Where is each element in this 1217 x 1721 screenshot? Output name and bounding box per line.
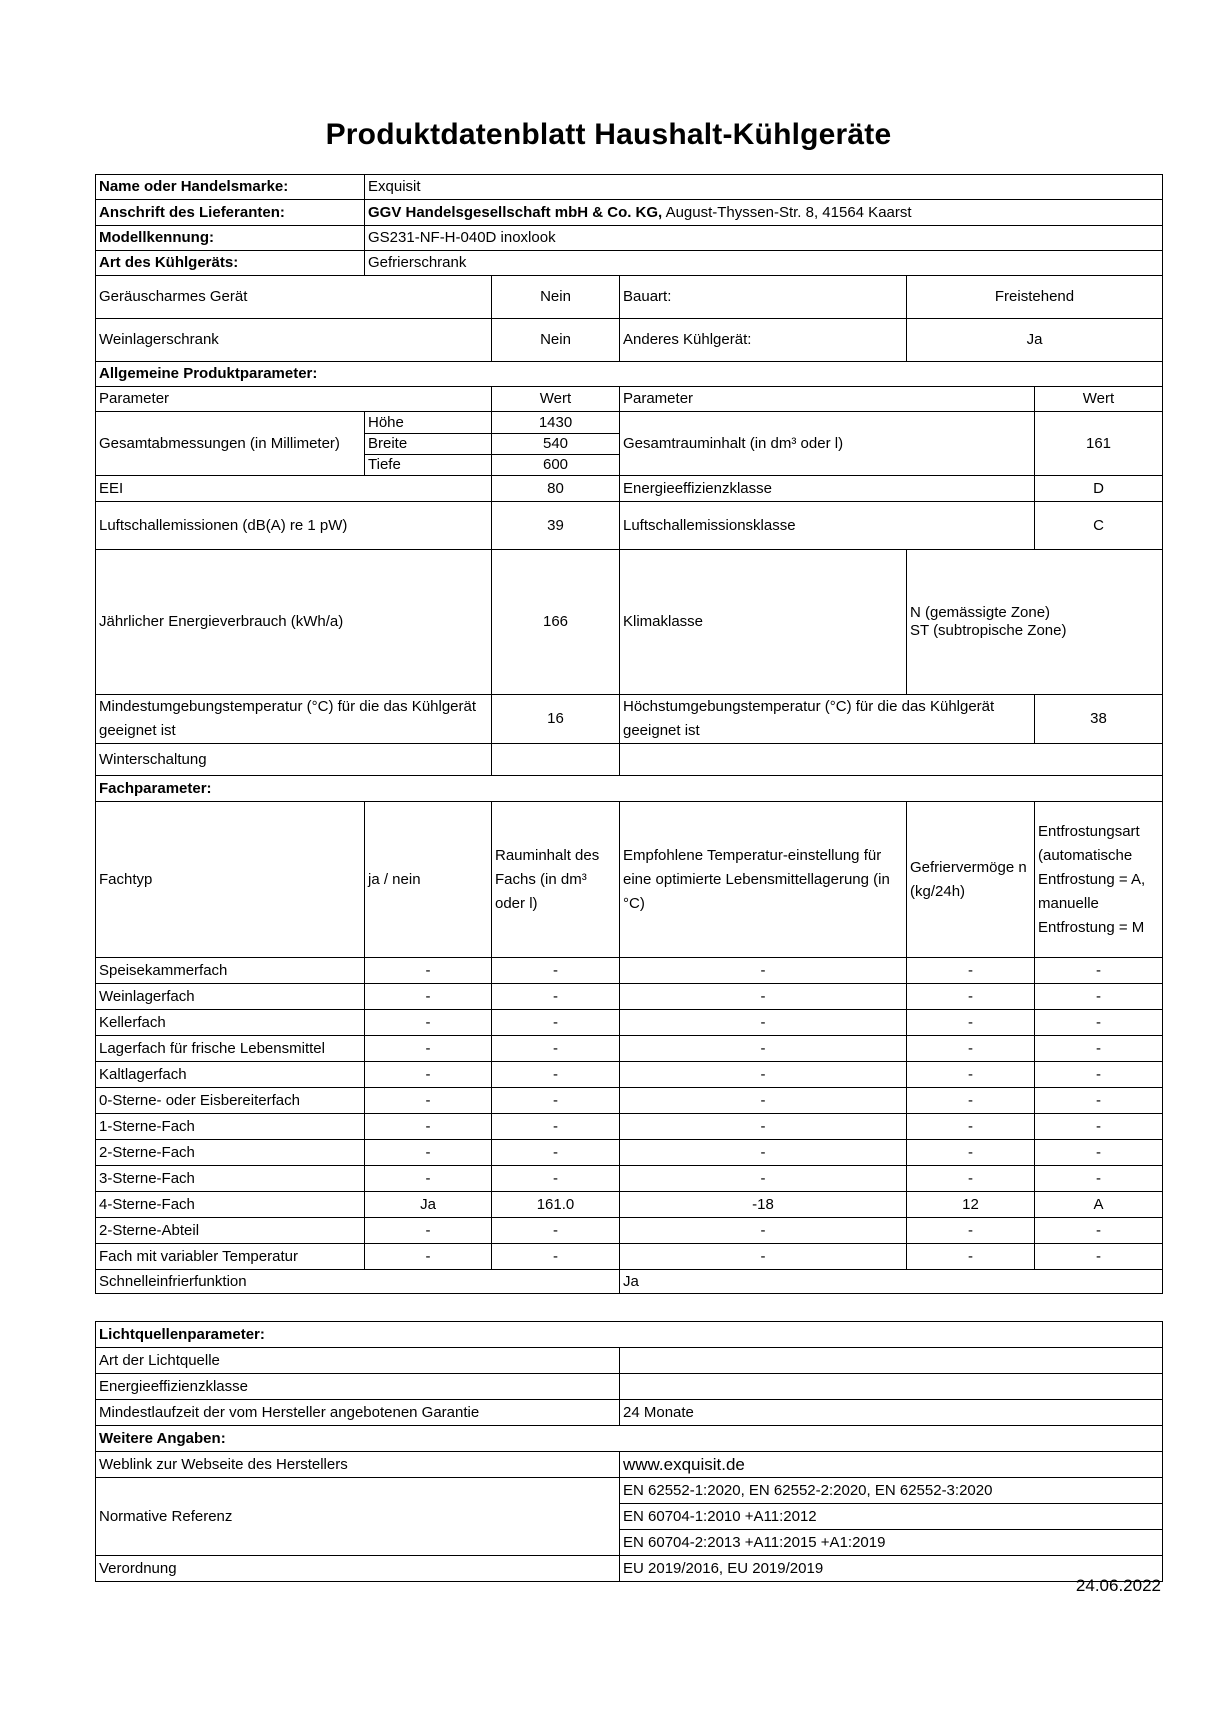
- compartment-row: [96, 1192, 1163, 1218]
- winter-empty: [620, 744, 1163, 776]
- compartments-header: Fachparameter:: [96, 776, 1163, 802]
- col-compartment-type: Fachtyp: [96, 802, 365, 958]
- brand-value: Exquisit: [365, 175, 1163, 200]
- compartment-volume: -: [492, 1088, 620, 1114]
- compartment-yes-no: -: [365, 1036, 492, 1062]
- compartment-defrost: -: [1035, 1088, 1163, 1114]
- compartment-name: Kaltlagerfach: [96, 1062, 365, 1088]
- address-label: Anschrift des Lieferanten:: [96, 200, 365, 226]
- regulation-label: Verordnung: [96, 1556, 620, 1582]
- compartment-row: [96, 1062, 1163, 1088]
- compartment-defrost: -: [1035, 1218, 1163, 1244]
- compartment-name: Weinlagerfach: [96, 984, 365, 1010]
- col-volume: Rauminhalt des Fachs (in dm³ oder l): [492, 802, 620, 958]
- compartment-row: [96, 1036, 1163, 1062]
- width-label: Breite: [365, 434, 492, 455]
- compartment-row: [96, 1218, 1163, 1244]
- value-header-left: Wert: [492, 387, 620, 412]
- compartment-name: Fach mit variabler Temperatur: [96, 1244, 365, 1270]
- winter-label: Winterschaltung: [96, 744, 492, 776]
- compartment-defrost: -: [1035, 958, 1163, 984]
- energy-class-value: D: [1035, 476, 1163, 502]
- compartment-yes-no: -: [365, 1218, 492, 1244]
- warranty-value: 24 Monate: [620, 1400, 1163, 1426]
- address-company: GGV Handelsgesellschaft mbH & Co. KG,: [368, 203, 663, 221]
- compartment-yes-no: -: [365, 1010, 492, 1036]
- light-eclass-label: Energieeffizienzklasse: [96, 1374, 620, 1400]
- quick-freeze-label: Schnelleinfrierfunktion: [96, 1270, 620, 1294]
- annual-energy-value: 166: [492, 550, 620, 695]
- compartment-row: [96, 1088, 1163, 1114]
- wine-value: Nein: [492, 319, 620, 362]
- compartment-defrost: -: [1035, 1114, 1163, 1140]
- regulation-row: [96, 1556, 1163, 1582]
- model-label: Modellkennung:: [96, 226, 365, 251]
- compartment-temp: -: [620, 1088, 907, 1114]
- compartments-col-header-row: [96, 802, 1163, 958]
- energy-class-label: Energieeffizienzklasse: [620, 476, 1035, 502]
- compartment-freezing: -: [907, 1036, 1035, 1062]
- compartment-yes-no: -: [365, 984, 492, 1010]
- compartment-freezing: -: [907, 1114, 1035, 1140]
- compartment-volume: 161.0: [492, 1192, 620, 1218]
- compartment-name: 0-Sterne- oder Eisbereiterfach: [96, 1088, 365, 1114]
- compartments-header-row: [96, 776, 1163, 802]
- compartment-volume: -: [492, 1140, 620, 1166]
- compartment-row: [96, 984, 1163, 1010]
- low-noise-value: Nein: [492, 276, 620, 319]
- climate-class-label: Klimaklasse: [620, 550, 907, 695]
- compartment-freezing: -: [907, 1166, 1035, 1192]
- depth-value: 600: [492, 455, 620, 476]
- climate-class-line-1: N (gemässigte Zone): [910, 604, 1051, 621]
- compartment-volume: -: [492, 1010, 620, 1036]
- compartment-volume: -: [492, 1166, 620, 1192]
- eei-label: EEI: [96, 476, 492, 502]
- compartment-temp: -18: [620, 1192, 907, 1218]
- compartment-yes-no: -: [365, 1166, 492, 1192]
- winter-value: [492, 744, 620, 776]
- brand-label: Name oder Handelsmarke:: [96, 175, 365, 200]
- norm-line-2: EN 60704-1:2010 +A11:2012: [620, 1504, 1163, 1530]
- noise-class-value: C: [1035, 502, 1163, 550]
- regulation-value: EU 2019/2016, EU 2019/2019: [620, 1556, 1163, 1582]
- low-noise-label: Geräuscharmes Gerät: [96, 276, 492, 319]
- light-header-row: [96, 1322, 1163, 1348]
- norm-label: Normative Referenz: [96, 1478, 620, 1556]
- noise-class-label: Luftschallemissionsklasse: [620, 502, 1035, 550]
- light-header: Lichtquellenparameter:: [96, 1322, 1163, 1348]
- appliance-type-value: Gefrierschrank: [365, 251, 1163, 276]
- compartment-defrost: -: [1035, 1010, 1163, 1036]
- light-type-row: [96, 1348, 1163, 1374]
- value-header-right: Wert: [1035, 387, 1163, 412]
- compartment-freezing: -: [907, 1088, 1035, 1114]
- quick-freeze-row: [96, 1270, 1163, 1294]
- norm-line-1: EN 62552-1:2020, EN 62552-2:2020, EN 62552-3:2020: [620, 1478, 1163, 1504]
- compartment-defrost: -: [1035, 1166, 1163, 1192]
- compartment-name: 1-Sterne-Fach: [96, 1114, 365, 1140]
- compartment-freezing: -: [907, 1218, 1035, 1244]
- noise-label: Luftschallemissionen (dB(A) re 1 pW): [96, 502, 492, 550]
- weblink-row: [96, 1452, 1163, 1478]
- compartment-name: 2-Sterne-Abteil: [96, 1218, 365, 1244]
- compartment-defrost: -: [1035, 1036, 1163, 1062]
- compartment-yes-no: -: [365, 1244, 492, 1270]
- climate-class-line-2: ST (subtropische Zone): [910, 622, 1067, 639]
- param-header-row: [96, 387, 1163, 412]
- eei-value: 80: [492, 476, 620, 502]
- warranty-label: Mindestlaufzeit der vom Hersteller angebotenen Garantie: [96, 1400, 620, 1426]
- light-eclass-value: [620, 1374, 1163, 1400]
- compartment-row: [96, 1166, 1163, 1192]
- compartment-row: [96, 958, 1163, 984]
- further-header-row: [96, 1426, 1163, 1452]
- param-header-right: Parameter: [620, 387, 1035, 412]
- compartment-temp: -: [620, 1218, 907, 1244]
- wine-row: [96, 319, 1163, 362]
- wine-label: Weinlagerschrank: [96, 319, 492, 362]
- noise-value: 39: [492, 502, 620, 550]
- general-header: Allgemeine Produktparameter:: [96, 362, 1163, 387]
- quick-freeze-value: Ja: [620, 1270, 1163, 1294]
- appliance-type-label: Art des Kühlgeräts:: [96, 251, 365, 276]
- compartment-volume: -: [492, 1062, 620, 1088]
- compartment-defrost: A: [1035, 1192, 1163, 1218]
- compartment-defrost: -: [1035, 984, 1163, 1010]
- ambient-temp-row: [96, 695, 1163, 744]
- compartment-temp: -: [620, 984, 907, 1010]
- document-title: Produktdatenblatt Haushalt-Kühlgeräte: [325, 118, 892, 151]
- compartment-freezing: -: [907, 958, 1035, 984]
- energy-climate-row: [96, 550, 1163, 695]
- compartment-volume: -: [492, 1036, 620, 1062]
- compartment-yes-no: Ja: [365, 1192, 492, 1218]
- appliance-type-row: [96, 251, 1163, 276]
- param-header-left: Parameter: [96, 387, 492, 412]
- max-temp-label: Höchstumgebungstemperatur (°C) für die das Kühlgerät geeignet ist: [620, 695, 1035, 744]
- model-row: [96, 226, 1163, 251]
- dimensions-row-height: [96, 412, 1163, 434]
- address-street: August-Thyssen-Str. 8, 41564 Kaarst: [662, 203, 912, 221]
- compartment-temp: -: [620, 1166, 907, 1192]
- compartment-volume: -: [492, 984, 620, 1010]
- depth-label: Tiefe: [365, 455, 492, 476]
- compartment-name: 4-Sterne-Fach: [96, 1192, 365, 1218]
- volume-label: Gesamtrauminhalt (in dm³ oder l): [620, 412, 1035, 476]
- design-label: Bauart:: [620, 276, 907, 319]
- further-header: Weitere Angaben:: [96, 1426, 1163, 1452]
- light-type-label: Art der Lichtquelle: [96, 1348, 620, 1374]
- col-freezing-capacity: Gefriervermöge n (kg/24h): [907, 802, 1035, 958]
- norm-line-3: EN 60704-2:2013 +A11:2015 +A1:2019: [620, 1530, 1163, 1556]
- other-appliance-value: Ja: [907, 319, 1163, 362]
- annual-energy-label: Jährlicher Energieverbrauch (kWh/a): [96, 550, 492, 695]
- warranty-row: [96, 1400, 1163, 1426]
- compartment-yes-no: -: [365, 958, 492, 984]
- design-value: Freistehend: [907, 276, 1163, 319]
- width-value: 540: [492, 434, 620, 455]
- compartment-row: [96, 1010, 1163, 1036]
- noise-row: [96, 502, 1163, 550]
- height-label: Höhe: [365, 412, 492, 434]
- low-noise-row: [96, 276, 1163, 319]
- general-header-row: [96, 362, 1163, 387]
- compartment-defrost: -: [1035, 1244, 1163, 1270]
- compartment-temp: -: [620, 1010, 907, 1036]
- winter-row: [96, 744, 1163, 776]
- min-temp-value: 16: [492, 695, 620, 744]
- weblink-value[interactable]: www.exquisit.de: [620, 1452, 1163, 1478]
- compartment-yes-no: -: [365, 1088, 492, 1114]
- other-appliance-label: Anderes Kühlgerät:: [620, 319, 907, 362]
- compartment-defrost: -: [1035, 1140, 1163, 1166]
- col-recommended-temp: Empfohlene Temperatur-einstellung für eine optimierte Lebensmittellagerung (in °C): [620, 802, 907, 958]
- compartment-temp: -: [620, 1140, 907, 1166]
- light-type-value: [620, 1348, 1163, 1374]
- compartment-freezing: -: [907, 984, 1035, 1010]
- brand-row: [96, 175, 1163, 200]
- compartment-volume: -: [492, 1218, 620, 1244]
- compartment-temp: -: [620, 1114, 907, 1140]
- max-temp-value: 38: [1035, 695, 1163, 744]
- compartment-name: Lagerfach für frische Lebensmittel: [96, 1036, 365, 1062]
- norm-row-1: [96, 1478, 1163, 1504]
- compartment-temp: -: [620, 1036, 907, 1062]
- compartment-row: [96, 1140, 1163, 1166]
- address-row: [96, 200, 1163, 226]
- compartment-volume: -: [492, 1244, 620, 1270]
- compartment-yes-no: -: [365, 1140, 492, 1166]
- weblink-label: Weblink zur Webseite des Herstellers: [96, 1452, 620, 1478]
- compartment-freezing: 12: [907, 1192, 1035, 1218]
- light-further-table: [95, 1321, 1163, 1582]
- col-defrost-type: Entfrostungsart (automatische Entfrostung = A, manuelle Entfrostung = M: [1035, 802, 1163, 958]
- height-value: 1430: [492, 412, 620, 434]
- compartment-name: Speisekammerfach: [96, 958, 365, 984]
- col-yes-no: ja / nein: [365, 802, 492, 958]
- compartment-name: Kellerfach: [96, 1010, 365, 1036]
- product-data-table: [95, 174, 1163, 1294]
- model-value: GS231-NF-H-040D inoxlook: [365, 226, 1163, 251]
- compartment-yes-no: -: [365, 1062, 492, 1088]
- light-eclass-row: [96, 1374, 1163, 1400]
- compartment-row: [96, 1244, 1163, 1270]
- address-value: [365, 200, 1163, 226]
- dimensions-label: Gesamtabmessungen (in Millimeter): [96, 412, 365, 476]
- compartment-volume: -: [492, 1114, 620, 1140]
- min-temp-label: Mindestumgebungstemperatur (°C) für die das Kühlgerät geeignet ist: [96, 695, 492, 744]
- compartment-freezing: -: [907, 1062, 1035, 1088]
- document-date: 24.06.2022: [1075, 1576, 1161, 1595]
- compartment-freezing: -: [907, 1010, 1035, 1036]
- compartment-volume: -: [492, 958, 620, 984]
- compartment-freezing: -: [907, 1140, 1035, 1166]
- compartment-temp: -: [620, 958, 907, 984]
- compartment-yes-no: -: [365, 1114, 492, 1140]
- compartment-freezing: -: [907, 1244, 1035, 1270]
- compartment-temp: -: [620, 1244, 907, 1270]
- compartment-name: 3-Sterne-Fach: [96, 1166, 365, 1192]
- compartment-row: [96, 1114, 1163, 1140]
- eei-row: [96, 476, 1163, 502]
- compartment-name: 2-Sterne-Fach: [96, 1140, 365, 1166]
- compartment-defrost: -: [1035, 1062, 1163, 1088]
- climate-class-value: [907, 550, 1163, 695]
- compartment-temp: -: [620, 1062, 907, 1088]
- volume-value: 161: [1035, 412, 1163, 476]
